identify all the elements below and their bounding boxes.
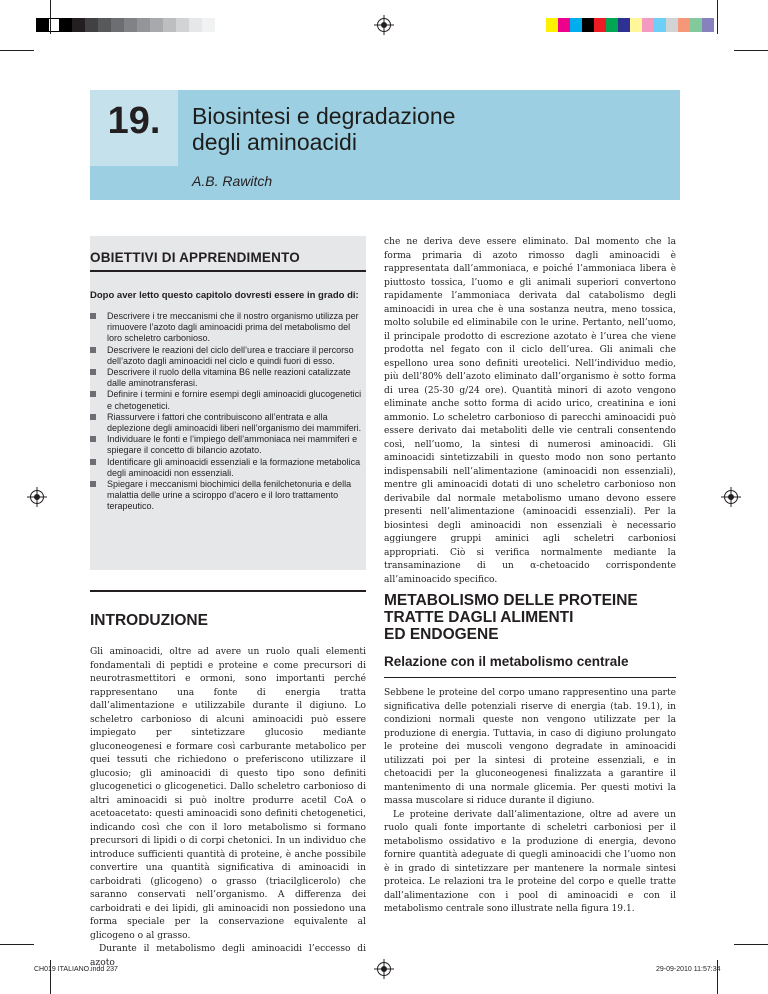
- chapter-number: 19.: [107, 100, 161, 142]
- registration-mark-right: [724, 490, 738, 504]
- objective-item: Descrivere il ruolo della vitamina B6 nelle reazioni catalizzate dalle aminotransferasi.: [90, 367, 362, 389]
- subheading-rule: [384, 677, 676, 678]
- body-paragraph: Le proteine derivate dall’alimentazione, oltre ad avere un ruolo quali fonte importante di scheletri carboniosi per il metabolismo ossidativo e la produzione di energia, devono fornire quantità adeguate di quegli aminoacidi che l’uomo non è in grado di sintetizzare per mantenere la normale sintesi proteica. Le relazioni tra le proteine del corpo e quelle tratte dall’alimentazione con i pool di aminoacidi e con il metabolismo centrale sono illustrate nella figura 19.1.: [384, 809, 676, 914]
- introduction-paragraph: Durante il metabolismo degli aminoacidi l’eccesso di azoto: [90, 944, 366, 968]
- objectives-intro: Dopo aver letto questo capitolo dovresti essere in grado di:: [90, 290, 359, 301]
- objectives-rule: [90, 270, 366, 272]
- registration-mark-top: [377, 18, 391, 32]
- right-column-text: [384, 236, 676, 587]
- file-slug: CH019 ITALIANO.indd 237: [34, 966, 118, 973]
- objective-item: Identificare gli aminoacidi essenziali e la formazione metabolica degli aminoacidi non essenziali.: [90, 457, 362, 479]
- introduction-rule: [90, 590, 366, 592]
- objectives-list: [90, 311, 362, 513]
- metabolism-heading: METABOLISMO DELLE PROTEINE TRATTE DAGLI ALIMENTI ED ENDOGENE: [384, 592, 638, 643]
- objective-item: Descrivere le reazioni del ciclo dell’urea e tracciare il percorso dell’azoto dagli aminoacidi nel ciclo e quindi fuori di esso.: [90, 345, 362, 367]
- bullet-square-icon: [90, 459, 96, 465]
- objective-item: Riassurvere i fattori che contribuiscono all’entrata e alla deplezione degli aminoacidi liberi nell’organismo dei mammiferi.: [90, 412, 362, 434]
- objective-item: Descrivere i tre meccanismi che il nostro organismo utilizza per rimuovere l’azoto dagli aminoacidi prima del metabolismo del loro scheletro carbonioso.: [90, 311, 362, 345]
- registration-mark-left: [30, 490, 44, 504]
- bullet-square-icon: [90, 347, 96, 353]
- chapter-title: [192, 103, 455, 155]
- objectives-heading: OBIETTIVI DI APPRENDIMENTO: [90, 250, 300, 265]
- introduction-paragraph: Gli aminoacidi, oltre ad avere un ruolo quali elementi fondamentali di peptidi e proteine e come precursori di neurotrasmettitori e ormoni, sono importanti perché rappresentano una fonte di energia tratta dall’alimentazione e utilizzabile durante il digiuno. Lo scheletro carbonioso di alcuni aminoacidi può essere impiegato per sintetizzare glucosio mediante gluconeogenesi e formare così carburante metabolico per quei tessuti che richiedono o preferiscono utilizzare il glucosio; gli aminoacidi di questo tipo sono definiti glucogenetici o glicogenetici. Dallo scheletro carbonioso di altri aminoacidi si può inoltre produrre acetil CoA o acetoacetato: questi aminoacidi sono definiti chetogenetici, indicando così che con il loro metabolismo si formano precursori di lipidi o di corpi chetonici. In un individuo che introduce sufficienti quantità di proteine, è anche possibile convertire una quantità significativa di aminoacidi in carboidrati (glicogeno) o grasso (triacilglicerolo) che saranno conservati nell’organismo. A differenza dei carboidrati e dei lipidi, gli aminoacidi non possiedono una forma speciale per la conservazione equivalente al glicogeno o al grasso.: [90, 647, 366, 941]
- body-paragraph: Sebbene le proteine del corpo umano rappresentino una parte significativa delle potenziali riserve di energia (tab. 19.1), in condizioni normali queste non vengono utilizzate per la produzione di energia. Tuttavia, in caso di digiuno prolungato le proteine dei muscoli vengono degradate in aminoacidi utilizzati poi per la sintesi di proteine essenziali, e in chetoacidi per la gluconeogenesi finalizzata a garantire il mantenimento di una normale glicemia. Per questi motivi la massa muscolare si riduce durante il digiuno.: [384, 688, 676, 806]
- introduction-text: [90, 646, 366, 970]
- bullet-square-icon: [90, 391, 96, 397]
- body-paragraph: che ne deriva deve essere eliminato. Dal momento che la forma primaria di azoto rimosso dagli aminoacidi è rappresentata dall’ammoniaca, e poiché l’ammoniaca libera è piuttosto tossica, l’uomo e gli animali superiori convertono rapidamente l’ammoniaca derivata dal catabolismo degli aminoacidi in urea che è una sostanza neutra, meno tossica, molto solubile ed eliminabile con le urine. Pertanto, nell’uomo, il principale prodotto di escrezione azotato è l’urea che viene prodotta nel fegato con il ciclo dell’urea. Gli animali che espellono urea sono definiti ureotelici. Nell’individuo medio, più dell’80% dell’azoto eliminato dall’organismo è sotto forma di urea (25-30 g/24 ore). Quantità minori di azoto vengono eliminate anche sotto forma di acido urico, creatinina e ioni ammonio. Lo scheletro carbonioso di parecchi aminoacidi può essere derivato dai metaboliti delle vie centrali consentendo così, nell’uomo, la sintesi di numerosi aminoacidi. Gli aminoacidi sintetizzabili in questo modo non sono pertanto indispensabili nell’alimentazione (aminoacidi non essenziali), mentre gli aminoacidi dotati di uno scheletro carbonioso non derivabile dal normale metabolismo umano devono essere presenti nell’alimentazione (aminoacidi essenziali). Per la biosintesi degli aminoacidi non essenziali è necessario aggiungere gruppi aminici agli scheletri carboniosi appropriati. Ciò si verifica normalmente mediante la transaminazione di un α-chetoacido corrispondente all’aminoacido specifico.: [384, 237, 676, 585]
- bullet-square-icon: [90, 369, 96, 375]
- bullet-square-icon: [90, 313, 96, 319]
- bullet-square-icon: [90, 436, 96, 442]
- metabolism-text: [384, 687, 676, 917]
- bullet-square-icon: [90, 481, 96, 487]
- central-metabolism-subheading: Relazione con il metabolismo centrale: [384, 654, 629, 669]
- registration-mark-bottom: [377, 962, 391, 976]
- chapter-title-line2: degli aminoacidi: [192, 129, 357, 155]
- objective-item: Definire i termini e fornire esempi degli aminoacidi glucogenetici e chetogenetici.: [90, 389, 362, 411]
- timestamp-slug: 29-09-2010 11:57:34: [656, 966, 721, 973]
- introduction-heading: INTRODUZIONE: [90, 612, 208, 629]
- chapter-title-line1: Biosintesi e degradazione: [192, 103, 456, 129]
- chapter-author: A.B. Rawitch: [192, 173, 273, 189]
- objective-item: Individuare le fonti e l’impiego dell’ammoniaca nei mammiferi e spiegare il concetto di bilancio azotato.: [90, 434, 362, 456]
- bullet-square-icon: [90, 414, 96, 420]
- objective-item: Spiegare i meccanismi biochimici della fenilchetonuria e della malattia delle urine a sciroppo d’acero e il loro trattamento terapeutico.: [90, 479, 362, 513]
